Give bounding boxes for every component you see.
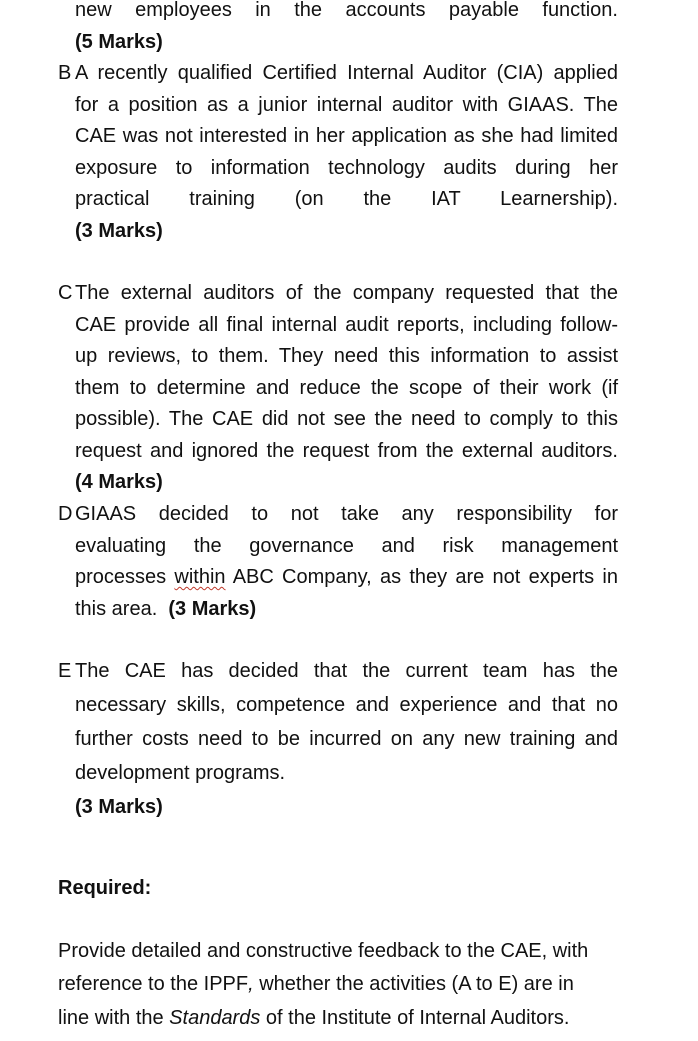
item-b-line: for a position as a junior internal auditor with GIAAS. The [75,94,618,116]
spellcheck-underlined-word: within [174,566,226,588]
required-text: line with the [58,1007,170,1029]
required-italic-text: Standards [169,1007,261,1029]
item-c-line: up reviews, to them. They need this information to assist [75,345,618,367]
item-e-letter: E [58,660,72,682]
item-c-line: The external auditors of the company requested that the [75,282,618,304]
item-d-line: GIAAS decided to not take any responsibility for [75,503,618,525]
item-e-line: development programs. [75,762,286,784]
item-d-marks: (3 Marks) [168,598,257,620]
item-d-line [75,597,618,621]
required-text: whether the activities (A to E) are in [253,973,574,995]
item-c-line: them to determine and reduce the scope of their work (if [75,377,618,399]
item-b-line: A recently qualified Certified Internal Auditor (CIA) applied [75,62,618,84]
item-a-marks: (5 Marks) [75,31,163,53]
required-text: of the Institute of Internal Auditors. [260,1007,570,1029]
item-e-line: The CAE has decided that the current team has the [75,660,618,682]
item-c-marks: (4 Marks) [75,471,163,493]
item-b-marks: (3 Marks) [75,220,163,242]
required-line: Provide detailed and constructive feedback to the CAE, with [58,940,589,962]
item-d-text: this area. [75,598,158,620]
item-d-text: ABC Company, as they are not experts in [225,566,618,588]
item-b-line: exposure to information technology audits during her [75,157,618,179]
required-line [58,972,618,996]
item-c-letter: C [58,282,73,304]
required-italic-text: , [248,973,254,995]
item-c-line: possible). The CAE did not see the need to comply to this [75,408,618,430]
required-heading: Required: [58,877,152,899]
item-b-line: CAE was not interested in her application as she had limited [75,125,618,147]
item-c-line: request and ignored the request from the external auditors. [75,440,618,462]
item-e-marks: (3 Marks) [75,796,163,818]
item-d-line: evaluating the governance and risk management [75,535,618,557]
item-c-line: CAE provide all final internal audit reports, including follow- [75,314,618,336]
required-text: reference to the IPPF [58,973,249,995]
item-b-line: practical training (on the IAT Learnership). [75,188,618,210]
item-d-line [75,565,618,589]
item-e-line: further costs need to be incurred on any new training and [75,728,618,750]
required-line [58,1006,618,1030]
item-d-letter: D [58,503,73,525]
item-e-line: necessary skills, competence and experience and that no [75,694,618,716]
item-a-text-line: new employees in the accounts payable function. [75,0,618,21]
item-d-text: processes [75,566,175,588]
item-b-letter: B [58,62,72,84]
